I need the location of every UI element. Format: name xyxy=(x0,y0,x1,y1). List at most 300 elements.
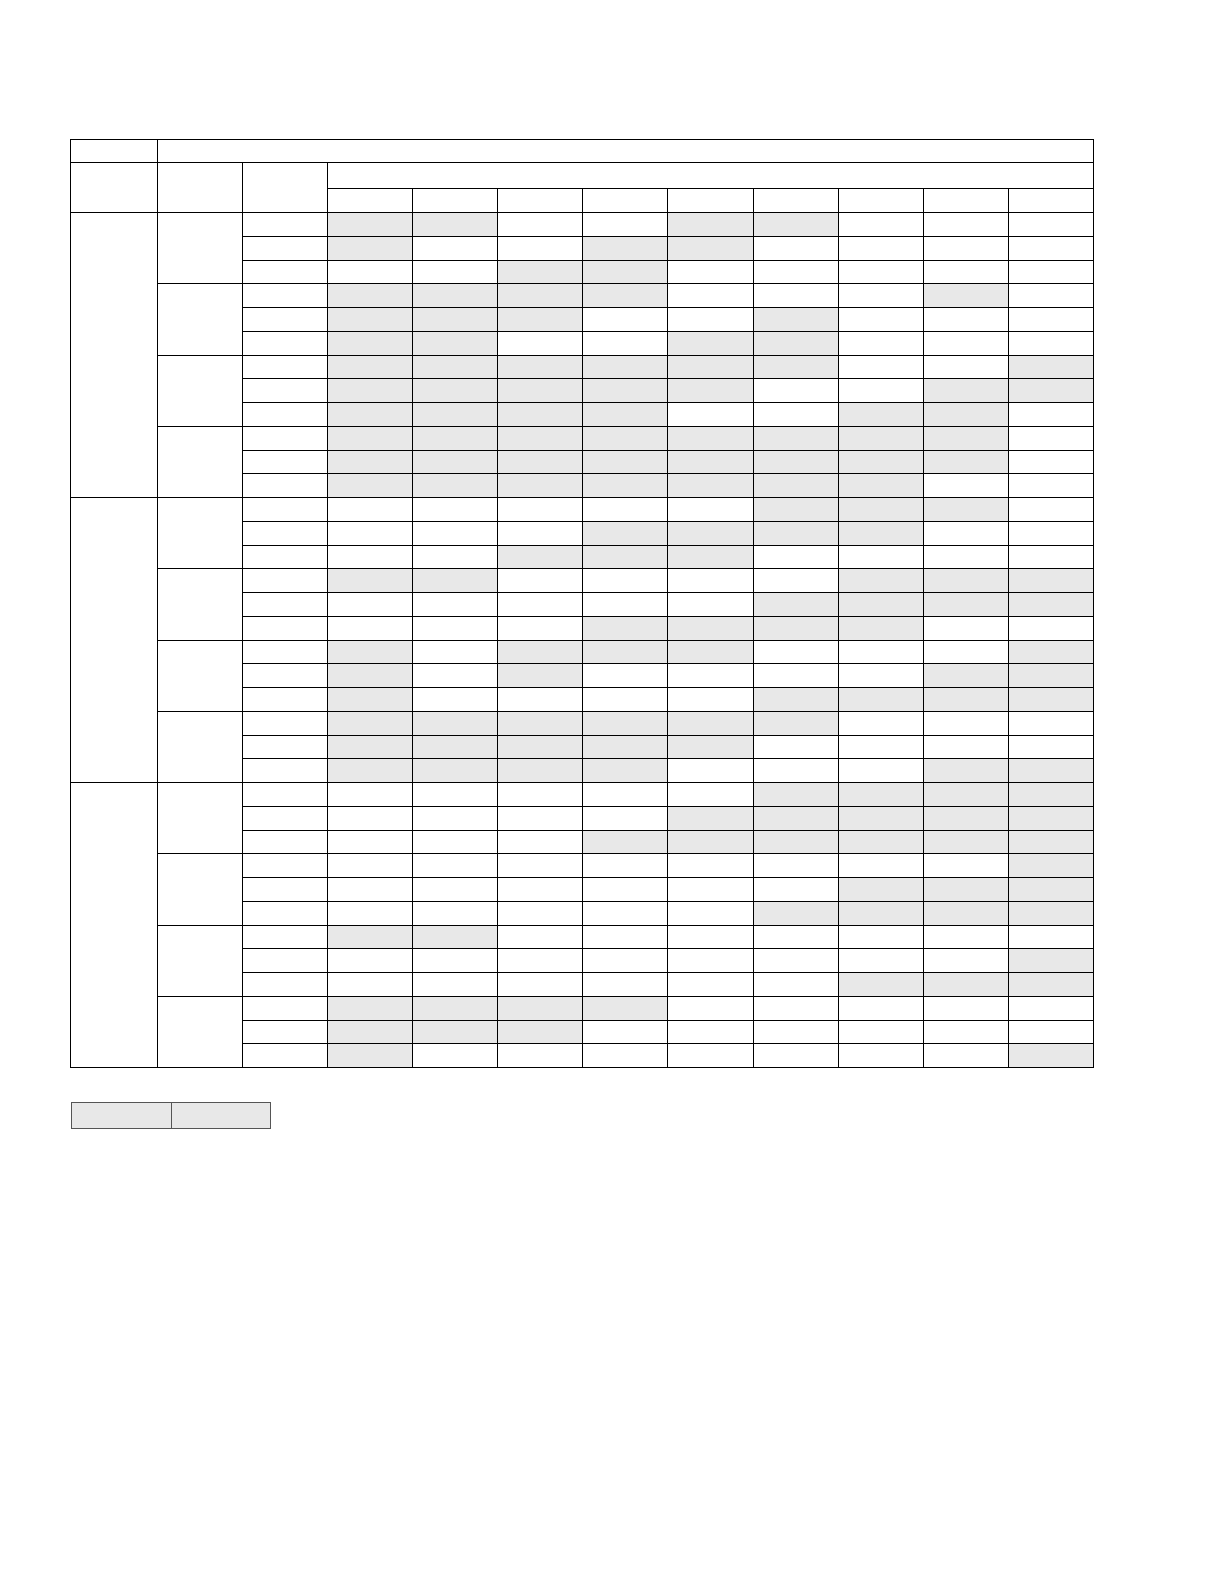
column-header xyxy=(413,189,498,213)
row-label xyxy=(243,1020,328,1044)
plain-cell xyxy=(583,973,668,997)
plain-cell xyxy=(498,616,583,640)
plain-cell xyxy=(1008,474,1093,498)
shaded-cell xyxy=(1008,901,1093,925)
plain-cell xyxy=(583,925,668,949)
row-label xyxy=(243,830,328,854)
plain-cell xyxy=(583,213,668,237)
row-label xyxy=(243,925,328,949)
shaded-cell xyxy=(1008,783,1093,807)
plain-cell xyxy=(583,593,668,617)
shaded-cell xyxy=(328,308,413,332)
plain-cell xyxy=(328,498,413,522)
table-row xyxy=(71,996,1094,1020)
shaded-cell xyxy=(498,640,583,664)
plain-cell xyxy=(753,1044,838,1068)
plain-cell xyxy=(413,616,498,640)
shaded-cell xyxy=(838,426,923,450)
shaded-cell xyxy=(838,806,923,830)
plain-cell xyxy=(498,973,583,997)
plain-cell xyxy=(1008,426,1093,450)
plain-cell xyxy=(1008,403,1093,427)
plain-cell xyxy=(753,878,838,902)
plain-cell xyxy=(668,403,753,427)
subgroup-label xyxy=(158,284,243,355)
plain-cell xyxy=(753,403,838,427)
legend-shaded-swatch xyxy=(72,1103,172,1129)
row-label xyxy=(243,260,328,284)
shaded-cell xyxy=(923,426,1008,450)
subgroup-label xyxy=(158,355,243,426)
shaded-cell xyxy=(923,901,1008,925)
plain-cell xyxy=(668,569,753,593)
row-label xyxy=(243,854,328,878)
shaded-cell xyxy=(838,783,923,807)
plain-cell xyxy=(1008,521,1093,545)
shaded-cell xyxy=(1008,688,1093,712)
plain-cell xyxy=(498,521,583,545)
plain-cell xyxy=(413,783,498,807)
shaded-cell xyxy=(923,688,1008,712)
shaded-cell xyxy=(583,616,668,640)
shaded-cell xyxy=(668,545,753,569)
row-label xyxy=(243,640,328,664)
plain-cell xyxy=(328,878,413,902)
plain-cell xyxy=(498,901,583,925)
plain-cell xyxy=(668,973,753,997)
shaded-cell xyxy=(838,569,923,593)
plain-cell xyxy=(668,308,753,332)
row-label xyxy=(243,213,328,237)
shaded-cell xyxy=(498,355,583,379)
shaded-cell xyxy=(923,759,1008,783)
shaded-cell xyxy=(668,474,753,498)
plain-cell xyxy=(413,854,498,878)
plain-cell xyxy=(1008,450,1093,474)
shaded-cell xyxy=(413,450,498,474)
shaded-cell xyxy=(838,830,923,854)
plain-cell xyxy=(498,1044,583,1068)
plain-cell xyxy=(923,213,1008,237)
shaded-cell xyxy=(498,379,583,403)
shaded-cell xyxy=(1008,664,1093,688)
plain-cell xyxy=(668,1020,753,1044)
plain-cell xyxy=(838,664,923,688)
plain-cell xyxy=(923,616,1008,640)
plain-cell xyxy=(413,640,498,664)
shaded-cell xyxy=(1008,355,1093,379)
header-col-3 xyxy=(243,163,328,213)
shaded-cell xyxy=(753,688,838,712)
shaded-cell xyxy=(923,973,1008,997)
plain-cell xyxy=(583,331,668,355)
plain-cell xyxy=(753,735,838,759)
shaded-cell xyxy=(753,426,838,450)
table-row xyxy=(71,925,1094,949)
shaded-cell xyxy=(498,759,583,783)
table-row xyxy=(71,426,1094,450)
table-row xyxy=(71,640,1094,664)
row-label xyxy=(243,735,328,759)
plain-cell xyxy=(923,521,1008,545)
shaded-cell xyxy=(753,308,838,332)
shaded-cell xyxy=(328,711,413,735)
plain-cell xyxy=(838,759,923,783)
shaded-cell xyxy=(498,664,583,688)
shaded-cell xyxy=(1008,949,1093,973)
plain-cell xyxy=(413,973,498,997)
plain-cell xyxy=(583,308,668,332)
shaded-cell xyxy=(498,1020,583,1044)
shaded-cell xyxy=(328,569,413,593)
plain-cell xyxy=(838,379,923,403)
row-label xyxy=(243,593,328,617)
column-header xyxy=(498,189,583,213)
shaded-cell xyxy=(583,996,668,1020)
row-label xyxy=(243,973,328,997)
plain-cell xyxy=(668,260,753,284)
table-row xyxy=(71,854,1094,878)
plain-cell xyxy=(838,735,923,759)
shaded-cell xyxy=(413,711,498,735)
plain-cell xyxy=(498,213,583,237)
shaded-cell xyxy=(923,783,1008,807)
plain-cell xyxy=(498,688,583,712)
row-label xyxy=(243,403,328,427)
shaded-cell xyxy=(753,783,838,807)
shaded-cell xyxy=(838,450,923,474)
shaded-cell xyxy=(583,450,668,474)
plain-cell xyxy=(923,854,1008,878)
shaded-cell xyxy=(668,450,753,474)
plain-cell xyxy=(753,949,838,973)
plain-cell xyxy=(1008,1020,1093,1044)
plain-cell xyxy=(498,949,583,973)
plain-cell xyxy=(753,545,838,569)
subgroup-label xyxy=(158,213,243,284)
plain-cell xyxy=(923,331,1008,355)
shaded-cell xyxy=(838,403,923,427)
subgroup-label xyxy=(158,783,243,854)
plain-cell xyxy=(1008,545,1093,569)
plain-cell xyxy=(923,1020,1008,1044)
group-label xyxy=(71,783,158,1068)
plain-cell xyxy=(753,640,838,664)
shaded-cell xyxy=(498,996,583,1020)
shaded-cell xyxy=(668,711,753,735)
plain-cell xyxy=(1008,996,1093,1020)
shaded-cell xyxy=(498,260,583,284)
shaded-cell xyxy=(498,711,583,735)
plain-cell xyxy=(753,854,838,878)
shaded-cell xyxy=(668,331,753,355)
plain-cell xyxy=(583,688,668,712)
plain-cell xyxy=(413,1044,498,1068)
shaded-cell xyxy=(413,308,498,332)
shaded-cell xyxy=(583,830,668,854)
plain-cell xyxy=(583,569,668,593)
sub-header xyxy=(328,163,1094,189)
plain-cell xyxy=(413,498,498,522)
shaded-cell xyxy=(413,569,498,593)
plain-cell xyxy=(583,854,668,878)
shaded-cell xyxy=(413,403,498,427)
plain-cell xyxy=(753,996,838,1020)
plain-cell xyxy=(838,996,923,1020)
row-label xyxy=(243,806,328,830)
shaded-cell xyxy=(668,355,753,379)
shaded-cell xyxy=(413,996,498,1020)
plain-cell xyxy=(668,783,753,807)
plain-cell xyxy=(1008,236,1093,260)
row-label xyxy=(243,426,328,450)
plain-cell xyxy=(668,925,753,949)
shaded-cell xyxy=(668,616,753,640)
row-label xyxy=(243,664,328,688)
shaded-cell xyxy=(583,474,668,498)
shaded-cell xyxy=(413,355,498,379)
shaded-cell xyxy=(838,474,923,498)
plain-cell xyxy=(498,498,583,522)
plain-cell xyxy=(1008,498,1093,522)
column-header xyxy=(753,189,838,213)
row-label xyxy=(243,331,328,355)
column-header xyxy=(328,189,413,213)
plain-cell xyxy=(413,260,498,284)
plain-cell xyxy=(583,949,668,973)
shaded-cell xyxy=(753,521,838,545)
column-header xyxy=(923,189,1008,213)
row-label xyxy=(243,616,328,640)
plain-cell xyxy=(923,949,1008,973)
plain-cell xyxy=(753,759,838,783)
table-body xyxy=(71,213,1094,1068)
shaded-cell xyxy=(328,403,413,427)
row-label xyxy=(243,236,328,260)
shaded-cell xyxy=(753,806,838,830)
shaded-cell xyxy=(328,664,413,688)
subgroup-label xyxy=(158,569,243,640)
row-label xyxy=(243,308,328,332)
shaded-cell xyxy=(1008,569,1093,593)
plain-cell xyxy=(328,854,413,878)
shaded-cell xyxy=(328,236,413,260)
shaded-cell xyxy=(753,498,838,522)
table-row xyxy=(71,569,1094,593)
shaded-cell xyxy=(328,1020,413,1044)
shaded-cell xyxy=(923,664,1008,688)
subgroup-label xyxy=(158,711,243,782)
column-header xyxy=(668,189,753,213)
plain-cell xyxy=(838,308,923,332)
plain-cell xyxy=(668,878,753,902)
shaded-cell xyxy=(328,925,413,949)
plain-cell xyxy=(413,688,498,712)
plain-cell xyxy=(753,379,838,403)
shaded-cell xyxy=(668,426,753,450)
shaded-cell xyxy=(753,830,838,854)
plain-cell xyxy=(668,996,753,1020)
shaded-cell xyxy=(753,474,838,498)
row-label xyxy=(243,284,328,308)
shaded-cell xyxy=(1008,759,1093,783)
plain-cell xyxy=(838,640,923,664)
table-header xyxy=(71,140,1094,213)
plain-cell xyxy=(923,996,1008,1020)
data-table xyxy=(70,139,1094,1068)
plain-cell xyxy=(838,1020,923,1044)
plain-cell xyxy=(923,640,1008,664)
plain-cell xyxy=(413,545,498,569)
plain-cell xyxy=(668,759,753,783)
shaded-cell xyxy=(413,426,498,450)
shaded-cell xyxy=(1008,854,1093,878)
plain-cell xyxy=(838,331,923,355)
shaded-cell xyxy=(328,735,413,759)
column-header xyxy=(583,189,668,213)
shaded-cell xyxy=(413,735,498,759)
plain-cell xyxy=(1008,260,1093,284)
plain-cell xyxy=(583,901,668,925)
shaded-cell xyxy=(923,498,1008,522)
shaded-cell xyxy=(583,735,668,759)
shaded-cell xyxy=(923,403,1008,427)
shaded-cell xyxy=(498,403,583,427)
span-header xyxy=(158,140,1094,163)
plain-cell xyxy=(838,260,923,284)
row-label xyxy=(243,901,328,925)
shaded-cell xyxy=(668,213,753,237)
legend xyxy=(71,1102,271,1129)
row-label xyxy=(243,783,328,807)
shaded-cell xyxy=(498,450,583,474)
shaded-cell xyxy=(838,593,923,617)
header-group-label xyxy=(71,140,158,163)
shaded-cell xyxy=(668,830,753,854)
shaded-cell xyxy=(1008,830,1093,854)
header-col-2 xyxy=(158,163,243,213)
plain-cell xyxy=(668,498,753,522)
plain-cell xyxy=(838,236,923,260)
plain-cell xyxy=(668,1044,753,1068)
shaded-cell xyxy=(328,688,413,712)
plain-cell xyxy=(1008,735,1093,759)
shaded-cell xyxy=(583,640,668,664)
shaded-cell xyxy=(328,450,413,474)
shaded-cell xyxy=(328,284,413,308)
plain-cell xyxy=(668,854,753,878)
shaded-cell xyxy=(838,498,923,522)
shaded-cell xyxy=(668,640,753,664)
shaded-cell xyxy=(668,735,753,759)
header-col-1 xyxy=(71,163,158,213)
shaded-cell xyxy=(583,545,668,569)
shaded-cell xyxy=(328,379,413,403)
plain-cell xyxy=(328,593,413,617)
group-label xyxy=(71,498,158,783)
shaded-cell xyxy=(923,284,1008,308)
row-label xyxy=(243,498,328,522)
shaded-cell xyxy=(668,236,753,260)
plain-cell xyxy=(923,474,1008,498)
row-label xyxy=(243,474,328,498)
plain-cell xyxy=(498,854,583,878)
plain-cell xyxy=(753,569,838,593)
shaded-cell xyxy=(583,521,668,545)
plain-cell xyxy=(668,901,753,925)
shaded-cell xyxy=(923,878,1008,902)
plain-cell xyxy=(923,925,1008,949)
plain-cell xyxy=(498,331,583,355)
shaded-cell xyxy=(838,521,923,545)
shaded-cell xyxy=(413,925,498,949)
group-label xyxy=(71,213,158,498)
table-row xyxy=(71,711,1094,735)
plain-cell xyxy=(838,854,923,878)
shaded-cell xyxy=(583,260,668,284)
shaded-cell xyxy=(498,545,583,569)
plain-cell xyxy=(413,593,498,617)
plain-cell xyxy=(583,1044,668,1068)
plain-cell xyxy=(498,783,583,807)
shaded-cell xyxy=(1008,593,1093,617)
shaded-cell xyxy=(583,236,668,260)
plain-cell xyxy=(583,878,668,902)
plain-cell xyxy=(498,806,583,830)
plain-cell xyxy=(413,949,498,973)
plain-cell xyxy=(413,236,498,260)
shaded-cell xyxy=(923,569,1008,593)
plain-cell xyxy=(328,949,413,973)
row-label xyxy=(243,996,328,1020)
shaded-cell xyxy=(753,355,838,379)
plain-cell xyxy=(328,973,413,997)
shaded-cell xyxy=(328,474,413,498)
plain-cell xyxy=(923,308,1008,332)
shaded-cell xyxy=(328,331,413,355)
shaded-cell xyxy=(498,284,583,308)
plain-cell xyxy=(1008,925,1093,949)
plain-cell xyxy=(583,806,668,830)
plain-cell xyxy=(1008,616,1093,640)
plain-cell xyxy=(923,1044,1008,1068)
shaded-cell xyxy=(583,284,668,308)
shaded-cell xyxy=(498,474,583,498)
plain-cell xyxy=(413,806,498,830)
shaded-cell xyxy=(1008,806,1093,830)
shaded-cell xyxy=(753,711,838,735)
subgroup-label xyxy=(158,640,243,711)
plain-cell xyxy=(753,236,838,260)
plain-cell xyxy=(753,925,838,949)
plain-cell xyxy=(583,664,668,688)
plain-cell xyxy=(413,521,498,545)
column-header xyxy=(838,189,923,213)
plain-cell xyxy=(838,1044,923,1068)
shaded-cell xyxy=(328,759,413,783)
plain-cell xyxy=(668,664,753,688)
plain-cell xyxy=(498,569,583,593)
shaded-cell xyxy=(838,878,923,902)
shaded-cell xyxy=(923,830,1008,854)
plain-cell xyxy=(838,213,923,237)
plain-cell xyxy=(1008,331,1093,355)
shaded-cell xyxy=(753,213,838,237)
plain-cell xyxy=(328,521,413,545)
row-label xyxy=(243,379,328,403)
shaded-cell xyxy=(413,213,498,237)
plain-cell xyxy=(923,545,1008,569)
